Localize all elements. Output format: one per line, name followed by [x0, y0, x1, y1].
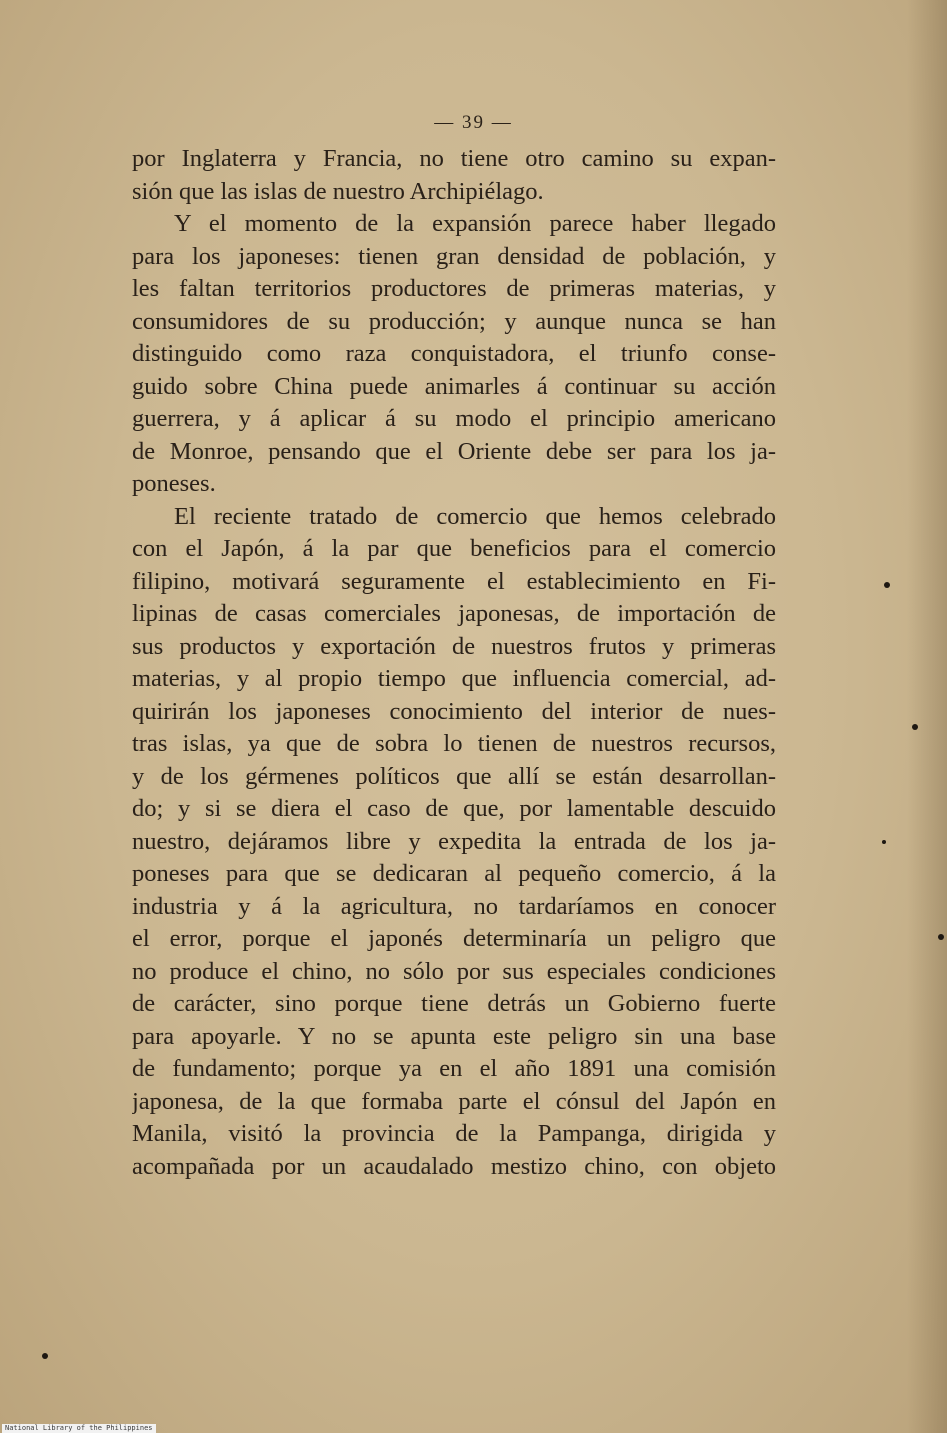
- text-line: nuestro, dejáramos libre y expedita la entrada de los ja-: [132, 827, 776, 855]
- text-line: les faltan territorios productores de primeras materias, y: [132, 275, 776, 302]
- page-edge-shadow: [907, 0, 947, 1433]
- text-line: sus productos y exportación de nuestros frutos y primeras: [132, 632, 776, 660]
- text-line: poneses para que se dedicaran al pequeño comercio, á la: [132, 860, 776, 887]
- text-line: guido sobre China puede animarles á continuar su acción: [132, 372, 776, 400]
- text-line: para los japoneses: tienen gran densidad de población, y: [132, 242, 776, 270]
- text-line: distinguido como raza conquistadora, el triunfo conse-: [132, 340, 776, 367]
- text-line: Y el momento de la expansión parece haber llegado: [174, 210, 776, 237]
- text-line: do; y si se diera el caso de que, por lamentable descuido: [132, 795, 776, 822]
- text-line: por Inglaterra y Francia, no tiene otro camino su expan-: [132, 145, 776, 172]
- text-line: japonesa, de la que formaba parte el cónsul del Japón en: [132, 1087, 776, 1115]
- text-line: tras islas, ya que de sobra lo tienen de nuestros recursos,: [132, 730, 776, 757]
- text-line: poneses.: [132, 470, 216, 497]
- scan-speck: [42, 1353, 48, 1359]
- text-line: de Monroe, pensando que el Oriente debe ser para los ja-: [132, 437, 776, 465]
- text-line: acompañada por un acaudalado mestizo chino, con objeto: [132, 1152, 776, 1180]
- text-line: filipino, motivará seguramente el establecimiento en Fi-: [132, 567, 776, 595]
- text-line: lipinas de casas comerciales japonesas, de importación de: [132, 600, 776, 627]
- text-line: de carácter, sino porque tiene detrás un Gobierno fuerte: [132, 990, 776, 1017]
- text-line: no produce el chino, no sólo por sus especiales condiciones: [132, 957, 776, 985]
- text-line: de fundamento; porque ya en el año 1891 una comisión: [132, 1055, 776, 1082]
- scan-speck: [884, 582, 890, 588]
- text-line: consumidores de su producción; y aunque nunca se han: [132, 307, 776, 335]
- text-line: quirirán los japoneses conocimiento del interior de nues-: [132, 697, 776, 725]
- text-line: guerrera, y á aplicar á su modo el principio americano: [132, 405, 776, 432]
- footer-credit: National Library of the Philippines: [2, 1424, 156, 1433]
- body-text: [132, 143, 776, 1183]
- scan-speck: [912, 724, 918, 730]
- text-line: sión que las islas de nuestro Archipiélago.: [132, 177, 544, 205]
- text-line: con el Japón, á la par que beneficios para el comercio: [132, 535, 776, 562]
- text-line: el error, porque el japonés determinaría un peligro que: [132, 925, 776, 952]
- page-number: — 39 —: [434, 112, 513, 133]
- scan-speck: [882, 840, 886, 844]
- scan-speck: [938, 934, 944, 940]
- text-line: materias, y al propio tiempo que influencia comercial, ad-: [132, 665, 776, 692]
- text-line: Manila, visitó la provincia de la Pampanga, dirigida y: [132, 1120, 776, 1147]
- text-line: El reciente tratado de comercio que hemos celebrado: [174, 502, 776, 530]
- text-line: industria y á la agricultura, no tardaríamos en conocer: [132, 892, 776, 920]
- text-line: y de los gérmenes políticos que allí se están desarrollan-: [132, 762, 776, 790]
- text-line: para apoyarle. Y no se apunta este peligro sin una base: [132, 1022, 776, 1050]
